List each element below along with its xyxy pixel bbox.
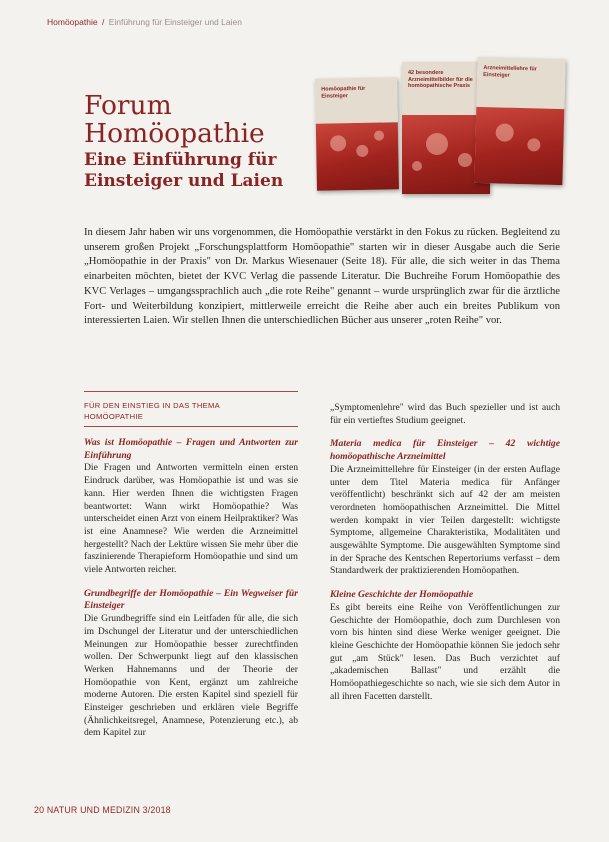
book-cover-1: [315, 77, 399, 190]
left-column: [84, 437, 298, 740]
page-title-line-2: Homöopathie: [84, 118, 265, 149]
page-number: 20: [34, 805, 45, 815]
page-subtitle-line-2: Einsteiger und Laien: [84, 171, 284, 191]
box-heading-line-1: FÜR DEN EINSTIEG IN DAS THEMA: [84, 401, 220, 410]
entry-heading: Grundbegriffe der Homöopathie – Ein Wegweiser für Einsteiger: [84, 587, 298, 612]
box-heading: [84, 400, 298, 422]
entry-materia-medica: [330, 438, 560, 578]
book-title-3: Arzneimittellehre für Einsteiger: [483, 65, 537, 79]
entry-history: [330, 589, 560, 703]
page-subtitle: [84, 150, 283, 192]
entry-body: Die Fragen und Antworten vermitteln einen ersten Eindruck darüber, was Homöopathie ist und was sie kann. Hier werden Ihnen die wichtigsten Fragen beantwortet: Wann wirkt Homöopathie? Was unterscheidet einen Arzt von einem Heilpraktiker? Was ist eine Anamnese? Wie werden die Arzneimittel hergestellt? Nach der Lektüre wissen Sie mehr über die faszinierende Therapieform Homöopathie und sind um viele Antworten reicher.: [84, 462, 298, 576]
entry-basic-terms: [84, 588, 298, 740]
page-title: [84, 92, 265, 148]
book-title-2: 42 besondere Arzneimittelbilder für die homöopathische Praxis: [408, 70, 473, 89]
entry-heading: Materia medica für Einsteiger – 42 wichtige homöopathische Arzneimittel: [330, 438, 560, 463]
book-cover-3: [474, 57, 565, 185]
book-covers-image: [316, 58, 566, 198]
page-footer: [34, 805, 171, 815]
right-column: [330, 402, 560, 703]
book-title-1: Homöopathie für Einsteiger: [321, 85, 366, 100]
entry-heading: Was ist Homöopathie – Fragen und Antworten zur Einführung: [84, 437, 298, 461]
box-top-divider: [84, 391, 298, 392]
entry-body: Es gibt bereits eine Reihe von Veröffentlichungen zur Geschichte der Homöopathie, doch zum Durchlesen von vorn bis hinten sind diese Werke weniger geeignet. Die kleine Geschichte der Homöopathie können Sie jedoch sehr gut „am Stück" lesen. Das Buch verzichtet auf „akademischen Ballast" und erzählt die Homöopathiegeschichte so nach, wie sie sich dem Autor in all ihren Facetten darstellt.: [330, 601, 560, 702]
entry-body: „Symptomenlehre" wird das Buch spezieller und ist auch für ein vertieftes Studium geeignet.: [330, 402, 560, 426]
intro-paragraph: In diesem Jahr haben wir uns vorgenommen, die Homöopathie verstärkt in den Fokus zu rücken. Begleitend zu unserem großen Projekt „Forschungsplattform Homöopathie" starten wir in dieser Ausgabe auch die Serie „Homöopathie in der Praxis" von Dr. Markus Wiesenauer (Seite 18). Für alle, die sich weiter in das Thema einarbeiten möchten, bietet der KVC Verlag die passende Literatur. Die Buchreihe Forum Homöopathie des KVC Verlages – umgangssprachlich auch „die rote Reihe" genannt – wurde ursprünglich zwar für die ärztliche Fort- und Weiterbildung konzipiert, mittlerweile erreicht die Reihe aber auch ein breites Publikum von interessierten Laien. Wir stellen Ihnen die unterschiedlichen Bücher aus unserer „roten Reihe" vor.: [84, 227, 560, 327]
entry-what-is-homeopathy: [84, 437, 298, 577]
breadcrumb-topic: Einführung für Einsteiger und Laien: [108, 17, 242, 27]
breadcrumb: [47, 17, 242, 27]
breadcrumb-section: Homöopathie: [47, 17, 98, 27]
magazine-issue: NATUR UND MEDIZIN 3/2018: [46, 805, 171, 815]
entry-body: Die Arzneimittellehre für Einsteiger (in der ersten Auflage unter dem Titel Materia medica für Anfänger veröffentlicht) beschränkt sich auf 42 der am meisten verordneten homöopathischen Arzneimittel. Die Mittel werden kompakt in vier Teilen dargestellt: wichtigste Symptome, allgemeine Charakteristika, Modalitäten und ausgewählte Symptome. Die ausgewählten Symptome sind in der Sprache des Kentschen Repertoriums verfasst – dem Standardwerk der praktizierenden Homöopathen.: [330, 463, 560, 577]
entry-basic-terms-continued: [330, 402, 560, 427]
entry-body: Die Grundbegriffe sind ein Leitfaden für alle, die sich im Dschungel der Literatur und der unterschiedlichen Meinungen zur Homöopathie besser zurechtfinden wollen. Der Schwerpunkt liegt auf den klassischen Werken Hahnemanns und der Theorie der Homöopathie von Kent, ergänzt um zahlreiche moderne Autoren. Die ersten Kapitel sind speziell für Einsteiger geschrieben und erklären viele Begriffe (Ähnlichkeitsregel, Anamnese, Potenzierung etc.), ab dem Kapitel zur: [84, 613, 298, 739]
page-title-line-1: Forum: [84, 90, 172, 121]
breadcrumb-separator: /: [101, 17, 105, 27]
entry-heading: Kleine Geschichte der Homöopathie: [330, 589, 474, 601]
box-heading-line-2: HOMÖOPATHIE: [84, 412, 144, 421]
box-heading-divider: [84, 426, 298, 427]
page-subtitle-line-1: Eine Einführung für: [84, 150, 277, 170]
